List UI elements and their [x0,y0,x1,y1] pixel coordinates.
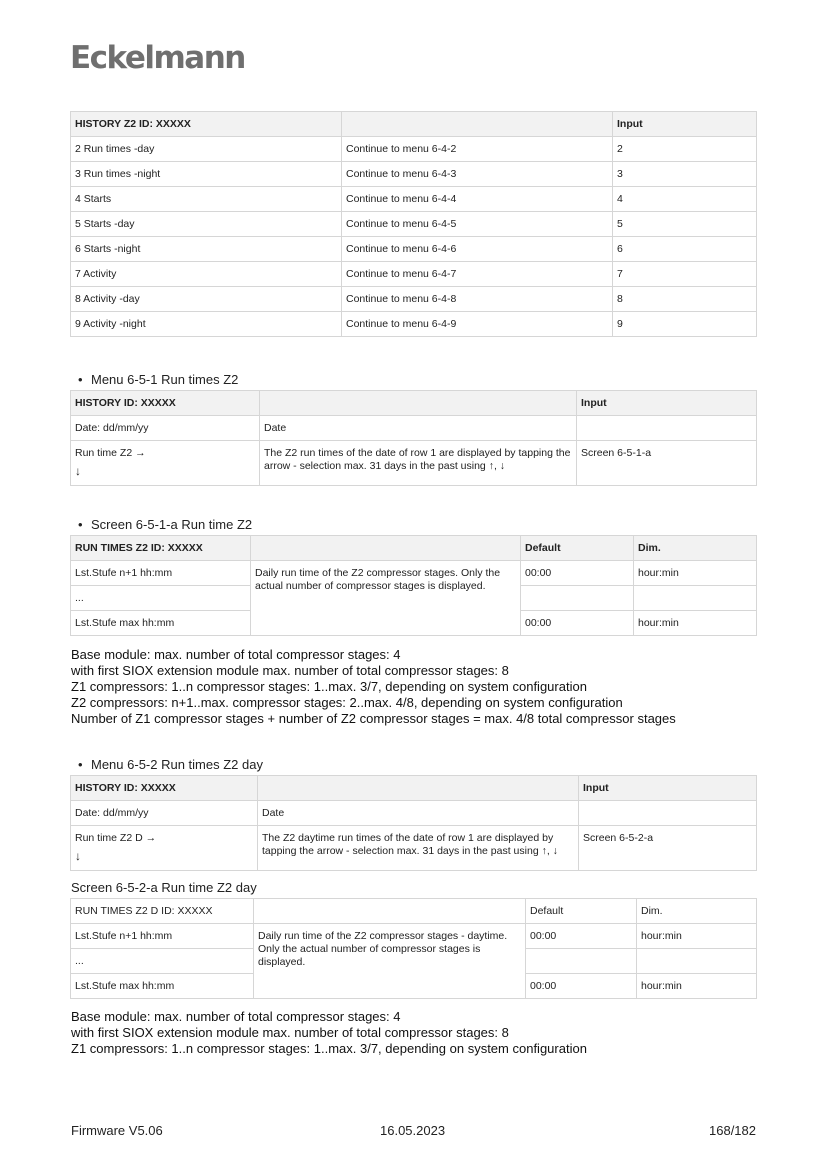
table-cell: 6 [613,237,757,262]
table-cell: ... [71,949,254,974]
table-cell: 4 Starts [71,187,342,212]
table-cell: Date [260,416,577,441]
table-cell: Continue to menu 6-4-3 [342,162,613,187]
table-header-cell [254,899,526,924]
table-header-cell: HISTORY ID: XXXXX [71,776,258,801]
table-cell: Screen 6-5-2-a [579,826,757,871]
arrow-down-icon: ↓ [75,464,81,478]
bullet: • [78,517,83,532]
table-cell: 00:00 [521,561,634,586]
description-cell: Daily run time of the Z2 compressor stages - daytime. Only the actual number of compressor stages is displayed. [254,924,526,999]
table-cell: 8 Activity -day [71,287,342,312]
cell-label: Run time Z2 D → [75,832,157,844]
table-cell: 4 [613,187,757,212]
table-header-row [71,536,757,561]
table-cell: Lst.Stufe n+1 hh:mm [71,924,254,949]
table-cell: 5 Starts -day [71,212,342,237]
table-cell: hour:min [637,924,757,949]
section-heading-screen-6-5-1-a [78,517,252,532]
table-row [71,561,757,586]
table-row [71,212,757,237]
table-cell: hour:min [637,974,757,999]
note-line: Number of Z1 compressor stages + number of Z2 compressor stages = max. 4/8 total compressor stages [71,711,676,726]
heading-text: Menu 6-5-2 Run times Z2 day [91,757,263,772]
table-header-cell: Dim. [634,536,757,561]
table-cell: Date: dd/mm/yy [71,801,258,826]
run-times-z2-menu-table [70,390,757,486]
note-line: Base module: max. number of total compressor stages: 4 [71,1009,401,1024]
table-row [71,416,757,441]
table-row [71,137,757,162]
table-cell: Continue to menu 6-4-8 [342,287,613,312]
table-cell: 3 Run times -night [71,162,342,187]
bullet: • [78,757,83,772]
table-cell: 9 [613,312,757,337]
note-line: with first SIOX extension module max. number of total compressor stages: 8 [71,1025,509,1040]
note-line: Base module: max. number of total compressor stages: 4 [71,647,401,662]
table-header-cell [342,112,613,137]
table-cell: ... [71,586,251,611]
table-header-cell: Default [526,899,637,924]
table-row [71,924,757,949]
run-time-z2-link[interactable] [71,441,260,486]
table-cell: 5 [613,212,757,237]
table-cell: Continue to menu 6-4-7 [342,262,613,287]
table-cell: 00:00 [526,924,637,949]
arrow-down-icon: ↓ [75,849,81,863]
table-row [71,312,757,337]
table-cell: Date: dd/mm/yy [71,416,260,441]
table-header-cell: Input [577,391,757,416]
footer-date: 16.05.2023 [380,1123,446,1138]
table-header-cell: RUN TIMES Z2 D ID: XXXXX [71,899,254,924]
table-header-cell [260,391,577,416]
table-cell: Screen 6-5-1-a [577,441,757,486]
table-header-cell: Default [521,536,634,561]
note-line: Z1 compressors: 1..n compressor stages: 1..max. 3/7, depending on system configuration [71,1041,587,1056]
bullet: • [78,372,83,387]
table-cell: 00:00 [526,974,637,999]
table-row [71,237,757,262]
table-row [71,162,757,187]
table-header-cell: Dim. [637,899,757,924]
table-cell [577,416,757,441]
compressor-stage-notes [71,647,676,727]
table-cell [579,801,757,826]
table-cell: Lst.Stufe n+1 hh:mm [71,561,251,586]
section-heading-menu-6-5-2 [78,757,263,772]
table-header-cell: Input [579,776,757,801]
table-cell: Continue to menu 6-4-5 [342,212,613,237]
cell-label: Run time Z2 → [75,447,146,459]
table-cell: hour:min [634,561,757,586]
run-times-z2-screen-table [70,535,757,636]
table-row [71,187,757,212]
table-cell: 3 [613,162,757,187]
table-header-cell: HISTORY Z2 ID: XXXXX [71,112,342,137]
table-cell [634,586,757,611]
eckelmann-logo [70,40,245,76]
table-header-cell: Input [613,112,757,137]
table-cell: Date [258,801,579,826]
footer-firmware: Firmware V5.06 [71,1123,163,1138]
footer-page-number: 168/182 [709,1123,756,1138]
table-cell: Continue to menu 6-4-2 [342,137,613,162]
table-row [71,287,757,312]
table-header-row [71,776,757,801]
table-cell [637,949,757,974]
table-cell: 8 [613,287,757,312]
table-cell: Lst.Stufe max hh:mm [71,611,251,636]
table-cell: 2 Run times -day [71,137,342,162]
table-header-cell [251,536,521,561]
table-header-cell [258,776,579,801]
table-header-row [71,391,757,416]
table-header-row [71,899,757,924]
table-cell: Continue to menu 6-4-4 [342,187,613,212]
table-cell [521,586,634,611]
logo-text: Eckelmann [70,40,245,76]
table-cell: Continue to menu 6-4-9 [342,312,613,337]
table-cell: Lst.Stufe max hh:mm [71,974,254,999]
table-cell: The Z2 daytime run times of the date of row 1 are displayed by tapping the arrow - selection max. 31 days in the past using ↑, ↓ [258,826,579,871]
note-line: Z2 compressors: n+1..max. compressor stages: 2..max. 4/8, depending on system configuration [71,695,623,710]
section-heading-menu-6-5-1 [78,372,238,387]
compressor-stage-notes-day [71,1009,587,1057]
run-times-z2-day-screen-table [70,898,757,999]
table-cell: 7 [613,262,757,287]
table-cell: Continue to menu 6-4-6 [342,237,613,262]
description-cell: Daily run time of the Z2 compressor stages. Only the actual number of compressor stages is displayed. [251,561,521,636]
table-cell: hour:min [634,611,757,636]
table-row [71,826,757,871]
table-cell: 00:00 [521,611,634,636]
table-header-cell: RUN TIMES Z2 ID: XXXXX [71,536,251,561]
table-row [71,441,757,486]
run-times-z2-day-menu-table [70,775,757,871]
table-cell: 7 Activity [71,262,342,287]
section-heading-screen-6-5-2-a: Screen 6-5-2-a Run time Z2 day [71,880,257,895]
table-cell: 9 Activity -night [71,312,342,337]
table-header-cell: HISTORY ID: XXXXX [71,391,260,416]
run-time-z2-d-link[interactable] [71,826,258,871]
table-header-row [71,112,757,137]
table-cell: The Z2 run times of the date of row 1 are displayed by tapping the arrow - selection max. 31 days in the past using ↑, ↓ [260,441,577,486]
table-row [71,262,757,287]
table-cell: 6 Starts -night [71,237,342,262]
note-line: Z1 compressors: 1..n compressor stages: 1..max. 3/7, depending on system configuration [71,679,587,694]
history-z2-table [70,111,757,337]
note-line: with first SIOX extension module max. number of total compressor stages: 8 [71,663,509,678]
table-cell [526,949,637,974]
table-row [71,801,757,826]
table-cell: 2 [613,137,757,162]
heading-text: Menu 6-5-1 Run times Z2 [91,372,239,387]
heading-text: Screen 6-5-1-a Run time Z2 [91,517,253,532]
